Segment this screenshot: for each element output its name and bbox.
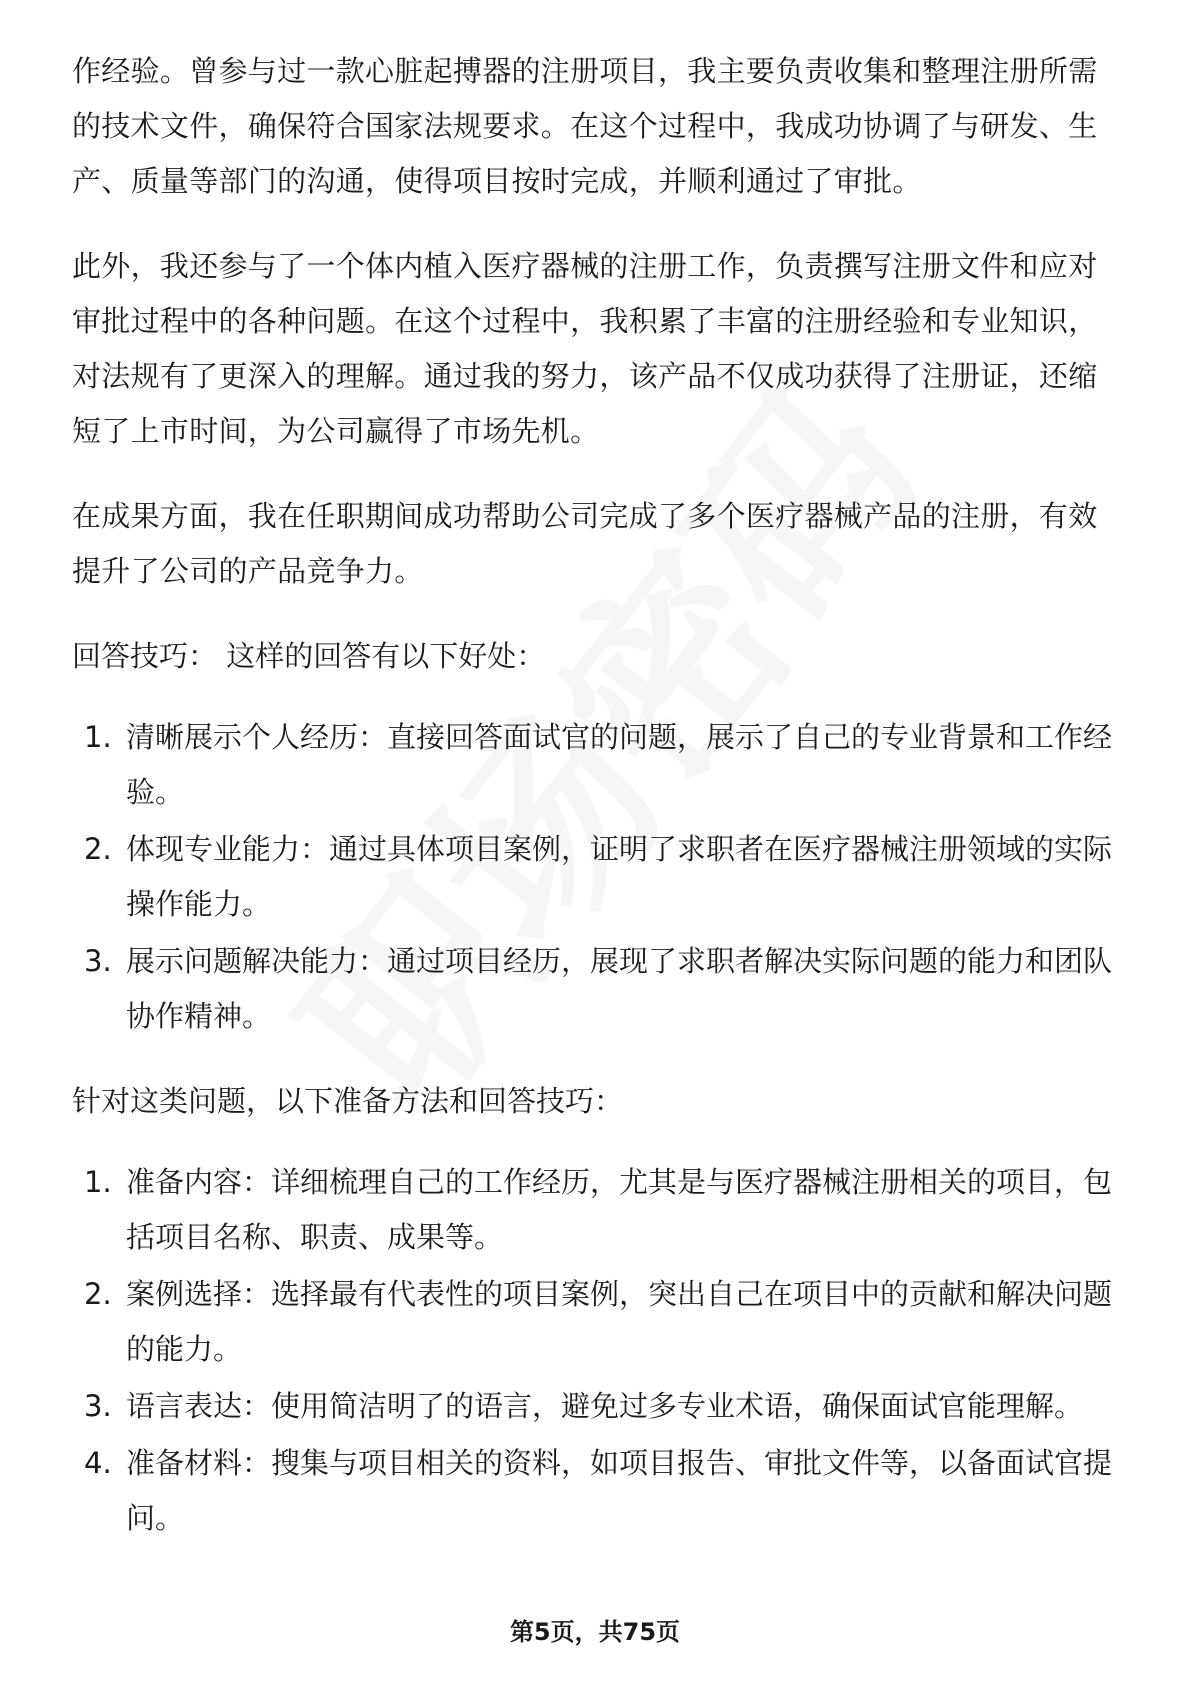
prep-heading: 针对这类问题，以下准备方法和回答技巧： <box>72 1084 624 1118</box>
list-item: 4. 准备材料：搜集与项目相关的资料，如项目报告、审批文件等，以备面试官提问。 <box>84 1446 1113 1535</box>
tips-heading: 回答技巧： 这样的回答有以下好处： <box>72 639 546 673</box>
paragraph: 此外，我还参与了一个体内植入医疗器械的注册工作，负责撰写注册文件和应对审批过程中的各种问题。在这个过程中，我积累了丰富的注册经验和专业知识，对法规有了更深入的理解。通过我的努力，该产品不仅成功获得了注册证，还缩短了上市时间，为公司赢得了市场先机。 <box>72 249 1098 448</box>
list-item: 3. 展示问题解决能力：通过项目经历，展现了求职者解决实际问题的能力和团队协作精神。 <box>84 944 1113 1033</box>
document-body <box>72 44 1122 1576</box>
list-item: 1. 准备内容：详细梳理自己的工作经历，尤其是与医疗器械注册相关的项目，包括项目名称、职责、成果等。 <box>84 1165 1113 1254</box>
list-item: 2. 体现专业能力：通过具体项目案例，证明了求职者在医疗器械注册领域的实际操作能力。 <box>84 832 1113 921</box>
prep-list <box>72 1155 1122 1546</box>
tips-list <box>72 710 1122 1044</box>
list-item: 2. 案例选择：选择最有代表性的项目案例，突出自己在项目中的贡献和解决问题的能力。 <box>84 1277 1113 1366</box>
page-footer: 第5页，共75页 <box>509 1618 681 1646</box>
paragraph: 作经验。曾参与过一款心脏起搏器的注册项目，我主要负责收集和整理注册所需的技术文件，确保符合国家法规要求。在这个过程中，我成功协调了与研发、生产、质量等部门的沟通，使得项目按时完成，并顺利通过了审批。 <box>72 54 1098 198</box>
list-item: 1. 清晰展示个人经历：直接回答面试官的问题，展示了自己的专业背景和工作经验。 <box>84 720 1113 809</box>
paragraph: 在成果方面，我在任职期间成功帮助公司完成了多个医疗器械产品的注册，有效提升了公司的产品竞争力。 <box>72 499 1098 588</box>
list-item: 3. 语言表达：使用简洁明了的语言，避免过多专业术语，确保面试官能理解。 <box>84 1389 1084 1423</box>
